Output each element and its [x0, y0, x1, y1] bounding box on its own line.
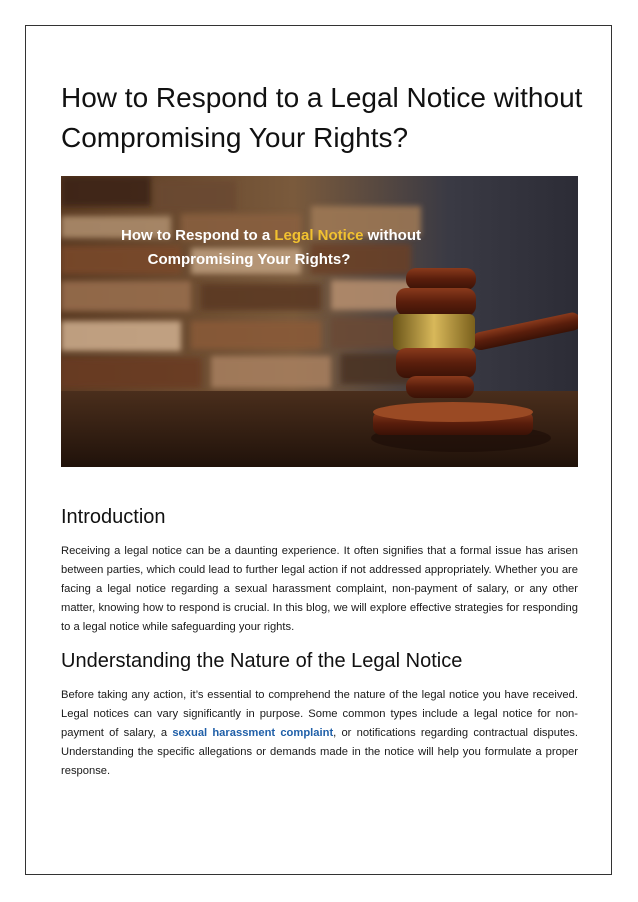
paragraph-text-post: , or notifications regarding contractual disputes. Understanding the specific allegations or demands made in the notice will help you formulate a proper response.	[61, 727, 579, 777]
page-title: How to Respond to a Legal Notice without Compromising Your Rights?	[61, 82, 583, 153]
hero-caption-line1: How to Respond to a Legal Notice without	[121, 227, 421, 244]
section-paragraph-understanding	[61, 686, 578, 781]
hero-caption-line2: Compromising Your Rights?	[147, 251, 351, 268]
section-heading-understanding: Understanding the Nature of the Legal Notice	[61, 650, 463, 672]
paragraph-text-pre: Before taking any action, it’s essential to comprehend the nature of the legal notice you have received. Legal notices can vary significantly in purpose. Some common types include a legal notice for non-payment of salary, a	[61, 689, 578, 739]
section-heading-introduction: Introduction	[61, 506, 166, 528]
sexual-harassment-complaint-link[interactable]: sexual harassment complaint	[172, 727, 334, 739]
hero-image	[61, 176, 578, 467]
section-paragraph-introduction: Receiving a legal notice can be a daunting experience. It often signifies that a formal issue has arisen between parties, which could lead to further legal action if not addressed appropriately. Whether you are facing a legal notice regarding a sexual harassment complaint, non-payment of salary, or any other matter, knowing how to respond is crucial. In this blog, we will explore effective strategies for responding to a legal notice while safeguarding your rights.	[61, 545, 578, 633]
